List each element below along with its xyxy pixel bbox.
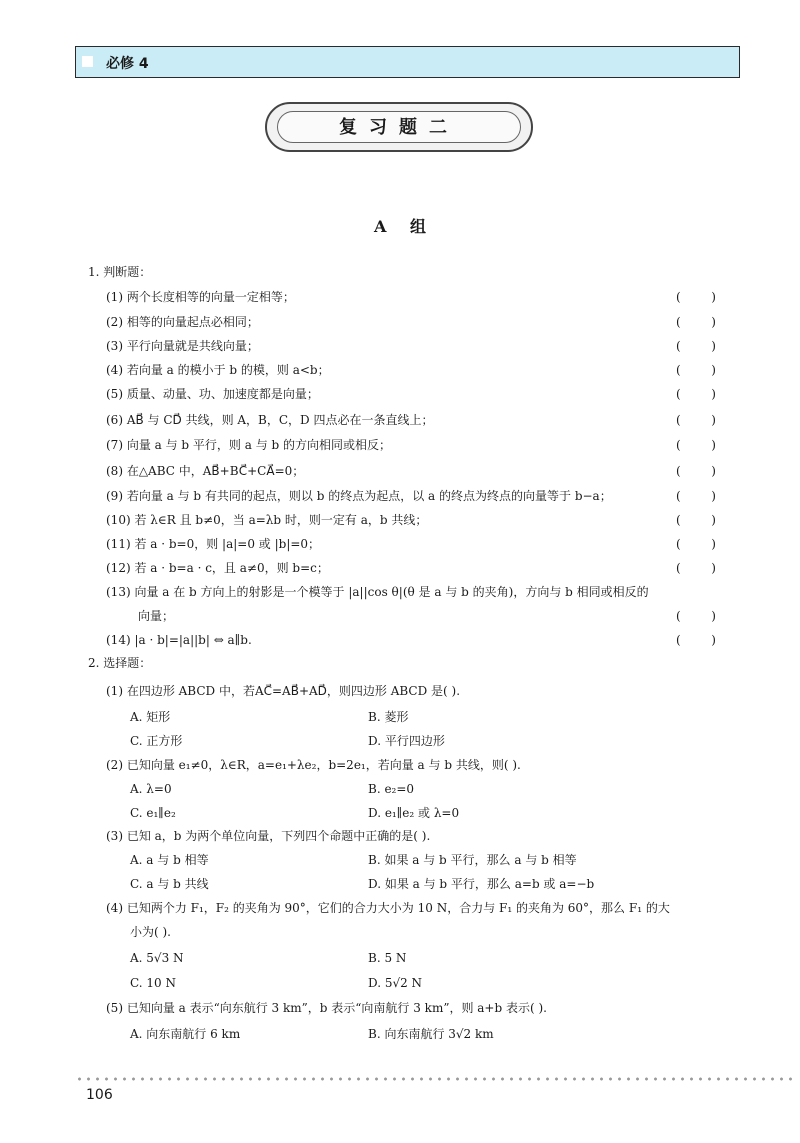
q1-item: (8) 在△ABC 中，AB⃗+BC⃗+CA⃗=0；	[106, 464, 305, 478]
group-title: A 组	[374, 217, 426, 236]
option-a: A. a 与 b 相等	[130, 853, 209, 867]
option-b: B. e₂=0	[368, 782, 415, 796]
q1-item: (7) 向量 a 与 b 平行，则 a 与 b 的方向相同或相反；	[106, 438, 392, 452]
q2-stem: (1) 在四边形 ABCD 中，若AC⃗=AB⃗+AD⃗，则四边形 ABCD 是( ).	[106, 684, 461, 698]
option-c: C. a 与 b 共线	[130, 877, 209, 891]
q1-item: (13) 向量 a 在 b 方向上的射影是一个模等于 |a||cos θ|(θ 是 a 与 b 的夹角)，方向与 b 相同或相反的	[106, 585, 649, 599]
q1-item: (6) AB⃗ 与 CD⃗ 共线，则 A，B，C，D 四点必在一条直线上；	[106, 413, 434, 427]
header-square-icon	[82, 56, 93, 67]
review-title: 复习题二	[277, 111, 521, 143]
option-a: A. 向东南航行 6 km	[130, 1027, 241, 1041]
answer-paren: ( )	[676, 290, 716, 304]
q2-stem: (5) 已知向量 a 表示“向东航行 3 km”，b 表示“向南航行 3 km”，则 a+b 表示( ).	[106, 1001, 547, 1015]
answer-paren: ( )	[676, 413, 716, 427]
footer-divider	[75, 1077, 793, 1081]
option-a: A. λ=0	[130, 782, 172, 796]
option-b: B. 菱形	[368, 710, 409, 724]
q1-item: (10) 若 λ∈R 且 b≠0，当 a=λb 时，则一定有 a，b 共线；	[106, 513, 428, 527]
option-d: D. 5√2 N	[368, 976, 423, 990]
q1-item: (11) 若 a · b=0，则 |a|=0 或 |b|=0；	[106, 537, 321, 551]
q1-item: (14) |a · b|=|a||b| ⇔ a∥b.	[106, 633, 252, 647]
option-a: A. 5√3 N	[130, 951, 184, 965]
option-b: B. 5 N	[368, 951, 407, 965]
answer-paren: ( )	[676, 315, 716, 329]
q1-item: (4) 若向量 a 的模小于 b 的模，则 a<b；	[106, 363, 330, 377]
option-c: C. e₁∥e₂	[130, 806, 176, 820]
answer-paren: ( )	[676, 537, 716, 551]
answer-paren: ( )	[676, 513, 716, 527]
q2-stem: (2) 已知向量 e₁≠0，λ∈R，a=e₁+λe₂，b=2e₁，若向量 a 与 b 共线，则( ).	[106, 758, 521, 772]
q1-item-continued: 向量；	[138, 609, 175, 623]
q1-item: (5) 质量、动量、功、加速度都是向量；	[106, 387, 319, 401]
answer-paren: ( )	[676, 464, 716, 478]
option-b: B. 如果 a 与 b 平行，那么 a 与 b 相等	[368, 853, 577, 867]
option-d: D. e₁∥e₂ 或 λ=0	[368, 806, 460, 820]
option-c: C. 10 N	[130, 976, 176, 990]
option-c: C. 正方形	[130, 734, 183, 748]
option-d: D. 平行四边形	[368, 734, 445, 748]
review-title-frame	[265, 102, 533, 152]
answer-paren: ( )	[676, 438, 716, 452]
q2-stem-continued: 小为( ).	[130, 925, 171, 939]
answer-paren: ( )	[676, 489, 716, 503]
q1-item: (12) 若 a · b=a · c，且 a≠0，则 b=c；	[106, 561, 329, 575]
header-bar	[75, 46, 740, 78]
option-d: D. 如果 a 与 b 平行，那么 a=b 或 a=−b	[368, 877, 595, 891]
answer-paren: ( )	[676, 609, 716, 623]
answer-paren: ( )	[676, 561, 716, 575]
q2-label: 2. 选择题：	[88, 656, 152, 670]
header-title: 必修 4	[106, 56, 149, 72]
answer-paren: ( )	[676, 339, 716, 353]
q2-stem: (3) 已知 a，b 为两个单位向量，下列四个命题中正确的是( ).	[106, 829, 431, 843]
option-b: B. 向东南航行 3√2 km	[368, 1027, 494, 1041]
q2-stem: (4) 已知两个力 F₁，F₂ 的夹角为 90°，它们的合力大小为 10 N，合力与 F₁ 的夹角为 60°，那么 F₁ 的大	[106, 901, 670, 915]
q1-label: 1. 判断题：	[88, 265, 152, 279]
option-a: A. 矩形	[130, 710, 171, 724]
q1-item: (2) 相等的向量起点必相同；	[106, 315, 259, 329]
q1-item: (3) 平行向量就是共线向量；	[106, 339, 259, 353]
answer-paren: ( )	[676, 363, 716, 377]
q1-item: (9) 若向量 a 与 b 有共同的起点，则以 b 的终点为起点，以 a 的终点为终点的向量等于 b−a；	[106, 489, 612, 503]
page-number: 106	[86, 1087, 113, 1103]
q1-item: (1) 两个长度相等的向量一定相等；	[106, 290, 295, 304]
answer-paren: ( )	[676, 387, 716, 401]
answer-paren: ( )	[676, 633, 716, 647]
